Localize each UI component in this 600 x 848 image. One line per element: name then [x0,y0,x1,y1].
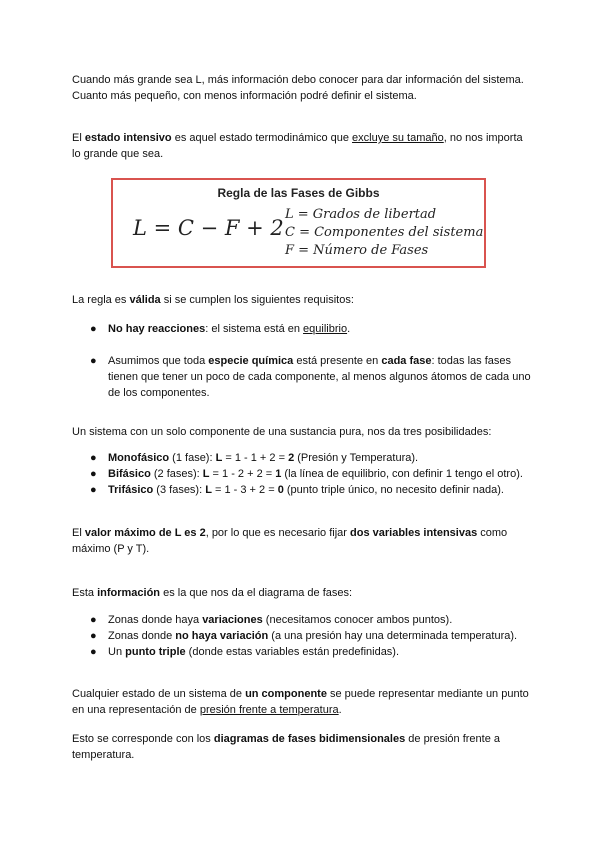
text: (punto triple único, no necesito definir nada). [283,484,504,496]
intro-line-2: Cuanto más pequeño, con menos información podré definir el sistema. [72,90,417,102]
list-item [72,353,532,401]
text: : el sistema está en [205,323,304,335]
text: = 1 - 2 + 2 = [209,468,276,480]
list-item [72,321,532,337]
bold-term: 2 [288,452,295,464]
bold-term: Trifásico [108,484,154,496]
bold-term: válida [129,294,161,306]
text: como máximo (P y T). [72,527,508,555]
text: . [338,704,342,716]
max-value-paragraph [72,525,532,557]
list-item [72,612,542,628]
bold-term: dos variables intensivas [350,527,478,539]
bullet-icon: ● [90,323,97,335]
bold-term: L [202,468,210,480]
text: , no nos importa lo grande que sea. [72,132,523,160]
list-item [72,482,542,498]
bold-term: variaciones [202,614,263,626]
text: (necesitamos conocer ambos puntos). [262,614,453,626]
definition-L: L = Grados de libertad [285,207,437,222]
gibbs-rule-figure [111,178,486,268]
bullet-icon: ● [90,452,97,464]
formula-definitions [285,206,483,260]
bold-term: estado intensivo [84,132,172,144]
bold-term: valor máximo de L es 2 [84,527,206,539]
text: Esta [72,587,98,599]
text: Zonas donde [108,630,176,642]
bullet-icon: ● [90,630,97,642]
text: (2 fases): [150,468,203,480]
text: se puede representar mediante un punto en una representación de [72,688,529,716]
text: = 1 - 1 + 2 = [222,452,289,464]
any-state-paragraph [72,686,532,718]
bold-term: No hay reacciones [108,323,206,335]
bold-term: cada fase [381,355,432,367]
text: La regla es [72,294,130,306]
bullet-icon: ● [90,484,97,496]
bold-term: L [205,484,212,496]
text: de presión frente a temperatura. [72,733,501,761]
underlined-term: presión frente a temperatura [199,704,339,716]
rule-paragraph [72,292,532,308]
text: (Presión y Temperatura). [294,452,419,464]
bold-term: no haya variación [175,630,269,642]
bold-term: L [215,452,223,464]
text: . [347,323,351,335]
text: (1 fase): [169,452,216,464]
intro-paragraph [72,72,532,104]
text: (la línea de equilibrio, con definir 1 tengo el otro). [281,468,523,480]
bullet-icon: ● [90,468,97,480]
formula-title: Regla de las Fases de Gibbs [217,186,380,200]
bold-term: especie química [208,355,294,367]
text: (a una presión hay una determinada temperatura). [268,630,518,642]
text: es aquel estado termodinámico que [171,132,353,144]
bold-term: información [97,587,161,599]
text: Cualquier estado de un sistema de [72,688,246,700]
text: (donde estas variables están predefinidas). [185,646,400,658]
list-item [72,450,542,466]
text: Un [108,646,126,658]
text: está presente en [293,355,382,367]
list-item [72,466,542,482]
phases-list [72,450,542,498]
text: Esto se corresponde con los [72,733,214,745]
text: = 1 - 3 + 2 = [211,484,278,496]
text: es la que nos da el diagrama de fases: [160,587,353,599]
list-item [72,628,542,644]
bold-term: 1 [275,468,282,480]
formula-equation: L = C − F + 2 [133,216,284,240]
text: : todas las fases tienen que tener un poco de cada componente, al menos algunos átomos de cada uno de los componentes. [108,355,531,399]
bold-term: un componente [245,688,327,700]
bullet-icon: ● [90,646,97,658]
definition-C: C = Componentes del sistema [285,225,484,240]
bold-term: 0 [277,484,284,496]
definition-F: F = Número de Fases [285,243,429,258]
bullet-icon: ● [90,614,97,626]
text: si se cumplen los siguientes requisitos: [160,294,354,306]
requirements-list [72,321,532,401]
text: (3 fases): [153,484,206,496]
corresponds-paragraph [72,731,532,763]
text: , por lo que es necesario fijar [205,527,351,539]
bold-term: Monofásico [108,452,170,464]
underlined-term: equilibrio [303,323,348,335]
intensive-paragraph [72,130,532,162]
text: Un sistema con un solo componente de una sustancia pura, nos da tres posibilidades: [72,426,492,438]
text: El [72,527,85,539]
bold-term: punto triple [125,646,186,658]
underlined-term: excluye su tamaño [352,132,444,144]
text: El [72,132,85,144]
text: Zonas donde haya [108,614,203,626]
intro-line-1: Cuando más grande sea L, más información debo conocer para dar información del sistema. [72,74,524,86]
zones-list [72,612,542,660]
single-component-paragraph [72,424,532,440]
text: Asumimos que toda [108,355,209,367]
info-paragraph [72,585,532,601]
bold-term: diagramas de fases bidimensionales [213,733,406,745]
bold-term: Bifásico [108,468,151,480]
bullet-icon: ● [90,355,97,367]
list-item [72,644,542,660]
